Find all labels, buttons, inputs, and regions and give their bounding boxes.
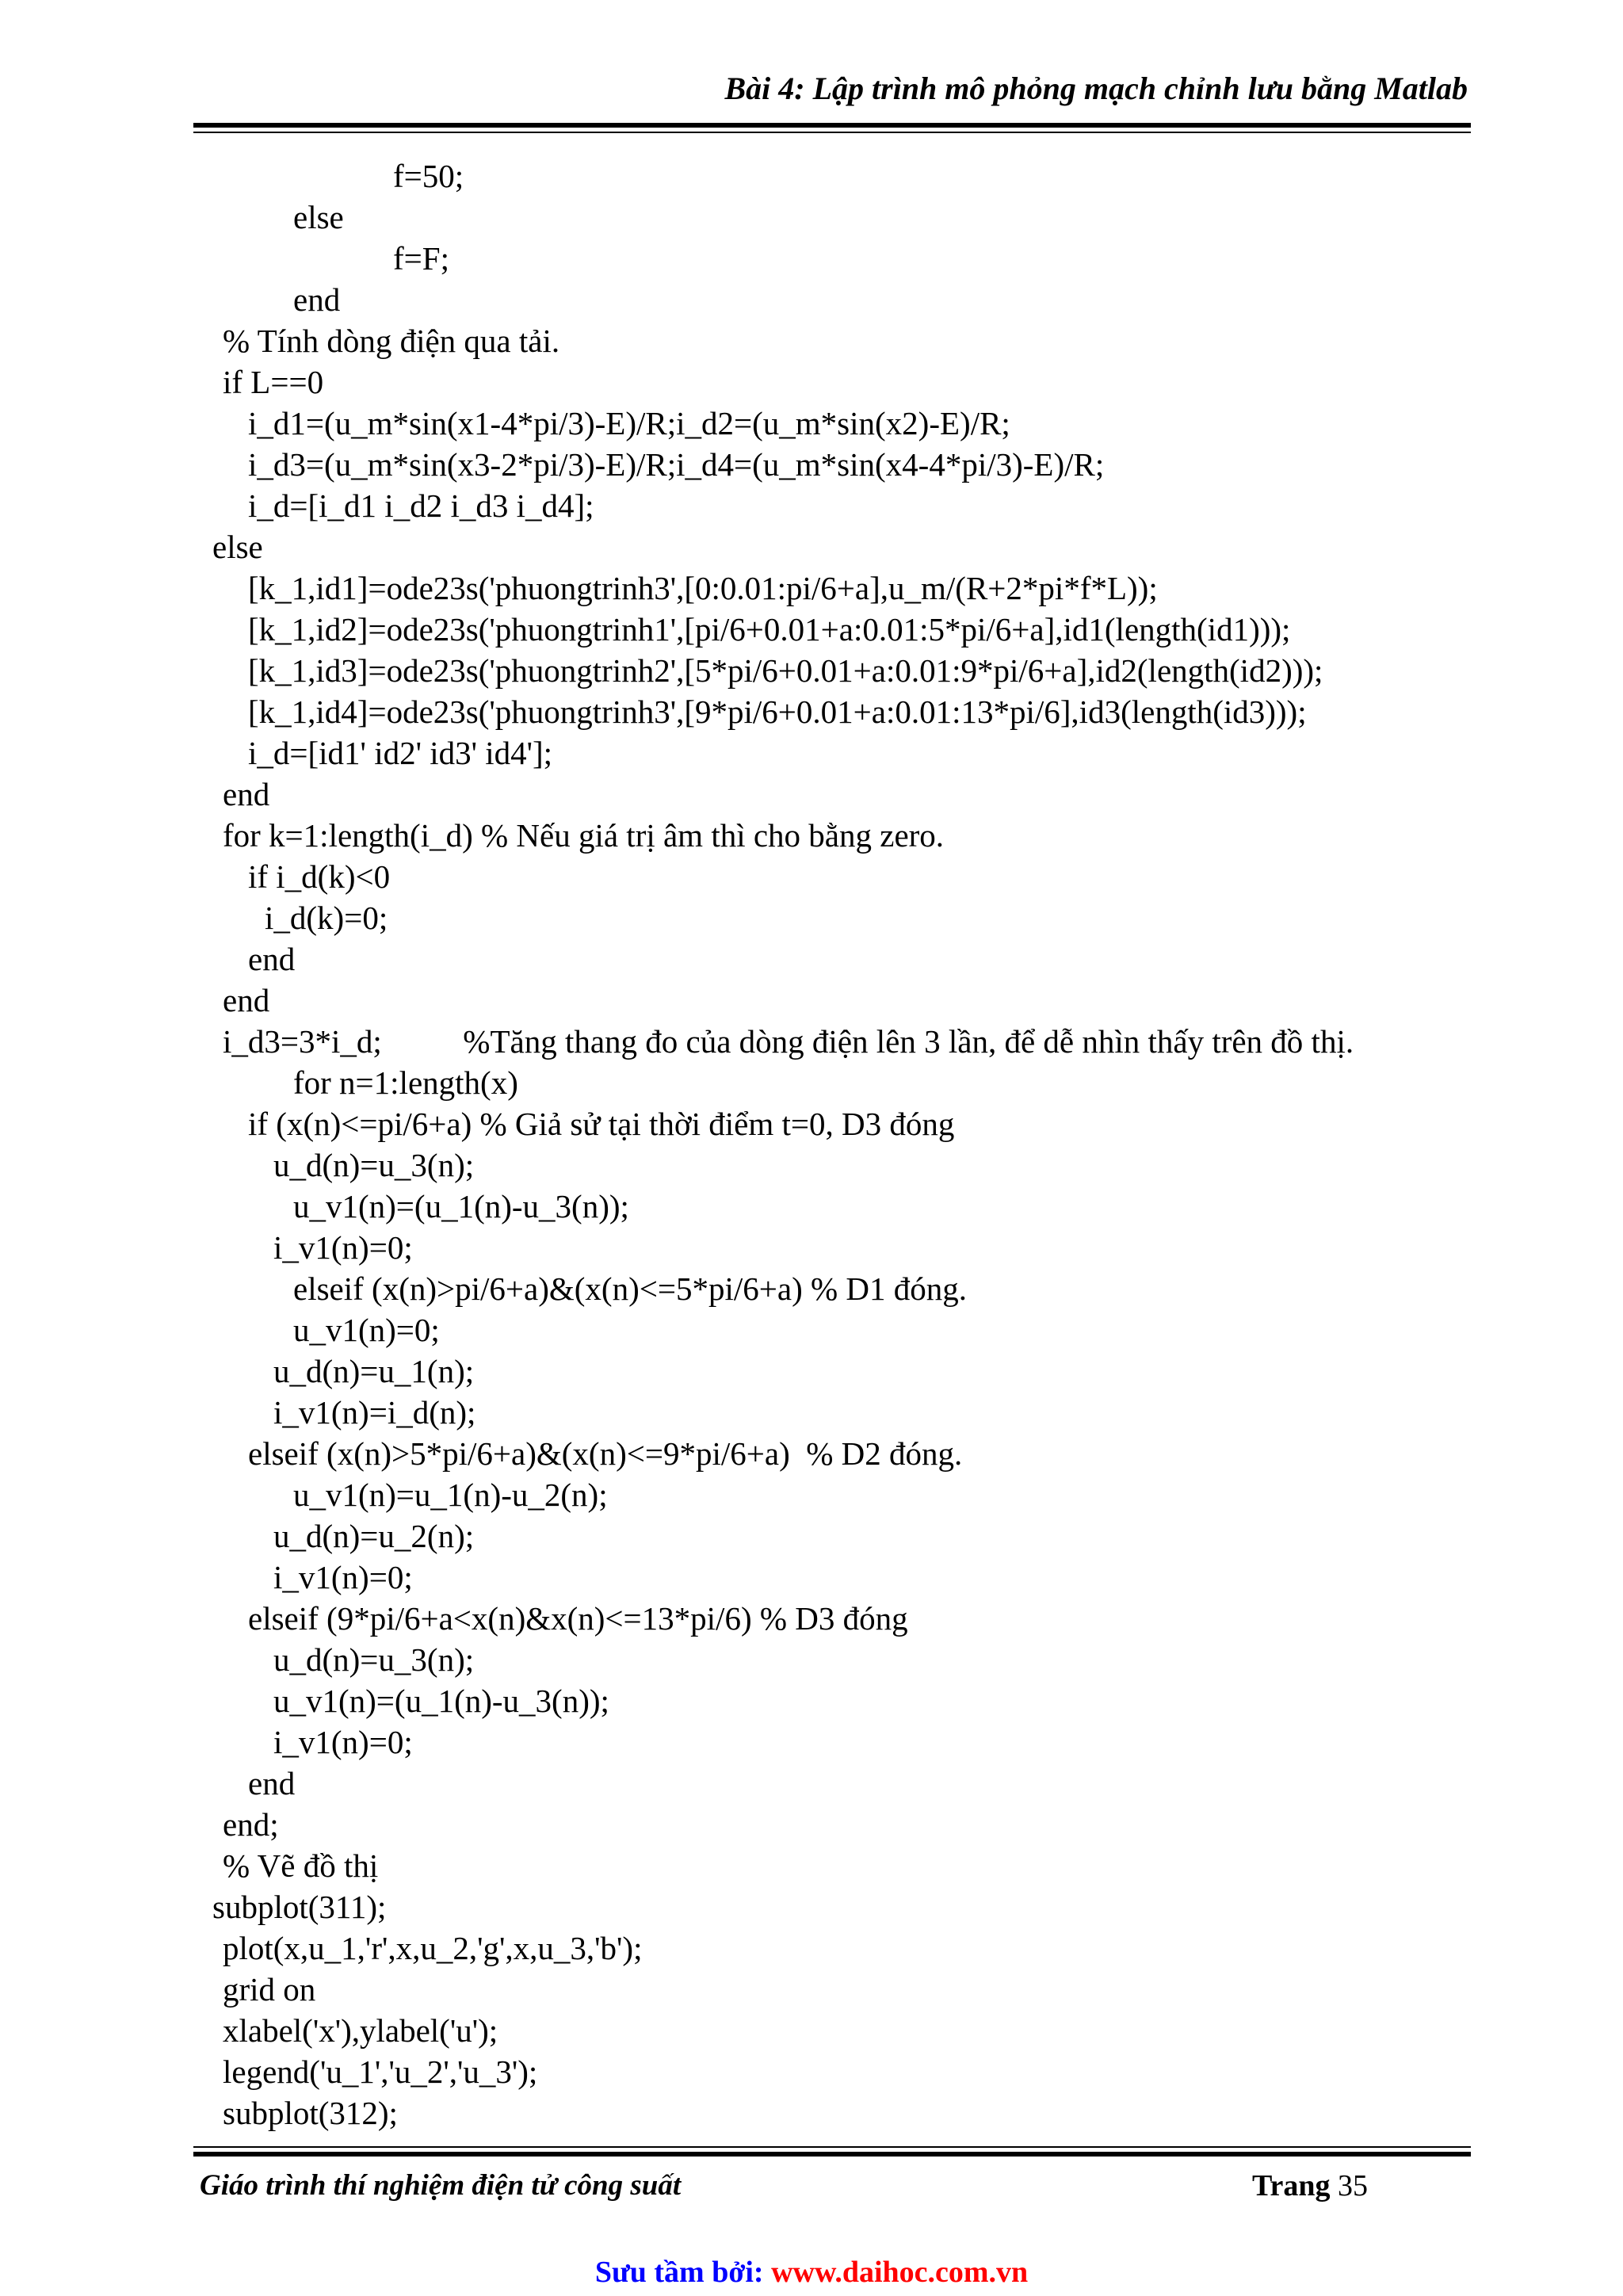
code-line: [k_1,id4]=ode23s('phuongtrinh3',[9*pi/6+0.01+a:0.01:13*pi/6],id3(length(id3))); bbox=[248, 693, 1307, 730]
source-credit bbox=[0, 2255, 1623, 2290]
credit-label: Sưu tầm bởi: bbox=[594, 2256, 764, 2289]
page-number bbox=[1252, 2168, 1368, 2203]
code-line: i_v1(n)=i_d(n); bbox=[273, 1394, 476, 1431]
code-line: for n=1:length(x) bbox=[293, 1064, 518, 1101]
code-line: if (x(n)<=pi/6+a) % Giả sử tại thời điểm t=0, D3 đóng bbox=[248, 1106, 955, 1142]
code-line: i_v1(n)=0; bbox=[273, 1559, 413, 1595]
code-line: i_d1=(u_m*sin(x1-4*pi/3)-E)/R;i_d2=(u_m*sin(x2)-E)/R; bbox=[248, 405, 1010, 441]
code-line: legend('u_1','u_2','u_3'); bbox=[223, 2053, 538, 2090]
code-line: end; bbox=[223, 1806, 279, 1843]
code-line: subplot(311); bbox=[212, 1889, 387, 1925]
code-line: u_d(n)=u_3(n); bbox=[273, 1147, 475, 1183]
code-line: for k=1:length(i_d) % Nếu giá trị âm thì cho bằng zero. bbox=[223, 817, 945, 854]
code-line: subplot(312); bbox=[223, 2095, 398, 2131]
code-line: % Tính dòng điện qua tải. bbox=[223, 323, 560, 359]
code-line: i_d3=(u_m*sin(x3-2*pi/3)-E)/R;i_d4=(u_m*sin(x4-4*pi/3)-E)/R; bbox=[248, 446, 1105, 483]
footer-rule-thick bbox=[193, 2152, 1471, 2157]
code-line: u_d(n)=u_2(n); bbox=[273, 1518, 475, 1554]
code-line: elseif (x(n)>pi/6+a)&(x(n)<=5*pi/6+a) % D1 đóng. bbox=[293, 1270, 967, 1307]
code-line: else bbox=[293, 199, 344, 235]
header-rule-thin bbox=[193, 132, 1471, 133]
page-header-title: Bài 4: Lập trình mô phỏng mạch chỉnh lưu bằng Matlab bbox=[724, 71, 1468, 106]
code-line: u_d(n)=u_3(n); bbox=[273, 1641, 475, 1678]
code-line: u_v1(n)=(u_1(n)-u_3(n)); bbox=[293, 1188, 629, 1224]
code-line: % Vẽ đồ thị bbox=[223, 1847, 379, 1884]
code-line: end bbox=[223, 982, 270, 1018]
code-line: if L==0 bbox=[223, 364, 324, 400]
code-line: end bbox=[293, 281, 341, 318]
code-line: i_d3=3*i_d; %Tăng thang đo của dòng điện lên 3 lần, để dễ nhìn thấy trên đồ thị. bbox=[223, 1023, 1354, 1060]
code-line: u_d(n)=u_1(n); bbox=[273, 1353, 475, 1389]
code-line: [k_1,id2]=ode23s('phuongtrinh1',[pi/6+0.01+a:0.01:5*pi/6+a],id1(length(id1))); bbox=[248, 611, 1291, 648]
code-line: i_v1(n)=0; bbox=[273, 1229, 413, 1266]
code-line: end bbox=[248, 1765, 296, 1801]
code-line: end bbox=[248, 941, 296, 977]
page-number-value: 35 bbox=[1338, 2169, 1369, 2202]
footer-rule-thin bbox=[193, 2146, 1471, 2148]
code-line: grid on bbox=[223, 1971, 316, 2008]
page-label: Trang bbox=[1252, 2169, 1331, 2202]
code-line: elseif (x(n)>5*pi/6+a)&(x(n)<=9*pi/6+a) % D2 đóng. bbox=[248, 1435, 963, 1472]
credit-link[interactable]: www.daihoc.com.vn bbox=[771, 2256, 1029, 2289]
code-line: end bbox=[223, 776, 270, 812]
code-line: u_v1(n)=(u_1(n)-u_3(n)); bbox=[273, 1683, 609, 1719]
code-line: else bbox=[212, 529, 263, 565]
code-line: u_v1(n)=0; bbox=[293, 1312, 440, 1348]
code-line: xlabel('x'),ylabel('u'); bbox=[223, 2012, 498, 2049]
code-line: u_v1(n)=u_1(n)-u_2(n); bbox=[293, 1477, 608, 1513]
code-line: i_v1(n)=0; bbox=[273, 1724, 413, 1760]
code-line: f=F; bbox=[393, 240, 449, 277]
code-line: f=50; bbox=[393, 158, 464, 194]
code-line: [k_1,id3]=ode23s('phuongtrinh2',[5*pi/6+0.01+a:0.01:9*pi/6+a],id2(length(id2))); bbox=[248, 652, 1323, 689]
header-rule-thick bbox=[193, 123, 1471, 128]
code-line: i_d(k)=0; bbox=[265, 900, 388, 936]
code-line: elseif (9*pi/6+a<x(n)&x(n)<=13*pi/6) % D3 đóng bbox=[248, 1600, 908, 1637]
code-line: i_d=[i_d1 i_d2 i_d3 i_d4]; bbox=[248, 487, 594, 524]
code-line: i_d=[id1' id2' id3' id4']; bbox=[248, 735, 553, 771]
code-line: if i_d(k)<0 bbox=[248, 858, 391, 895]
code-line: plot(x,u_1,'r',x,u_2,'g',x,u_3,'b'); bbox=[223, 1930, 643, 1966]
footer-course-title: Giáo trình thí nghiệm điện tử công suất bbox=[200, 2169, 682, 2202]
code-line: [k_1,id1]=ode23s('phuongtrinh3',[0:0.01:pi/6+a],u_m/(R+2*pi*f*L)); bbox=[248, 570, 1158, 606]
